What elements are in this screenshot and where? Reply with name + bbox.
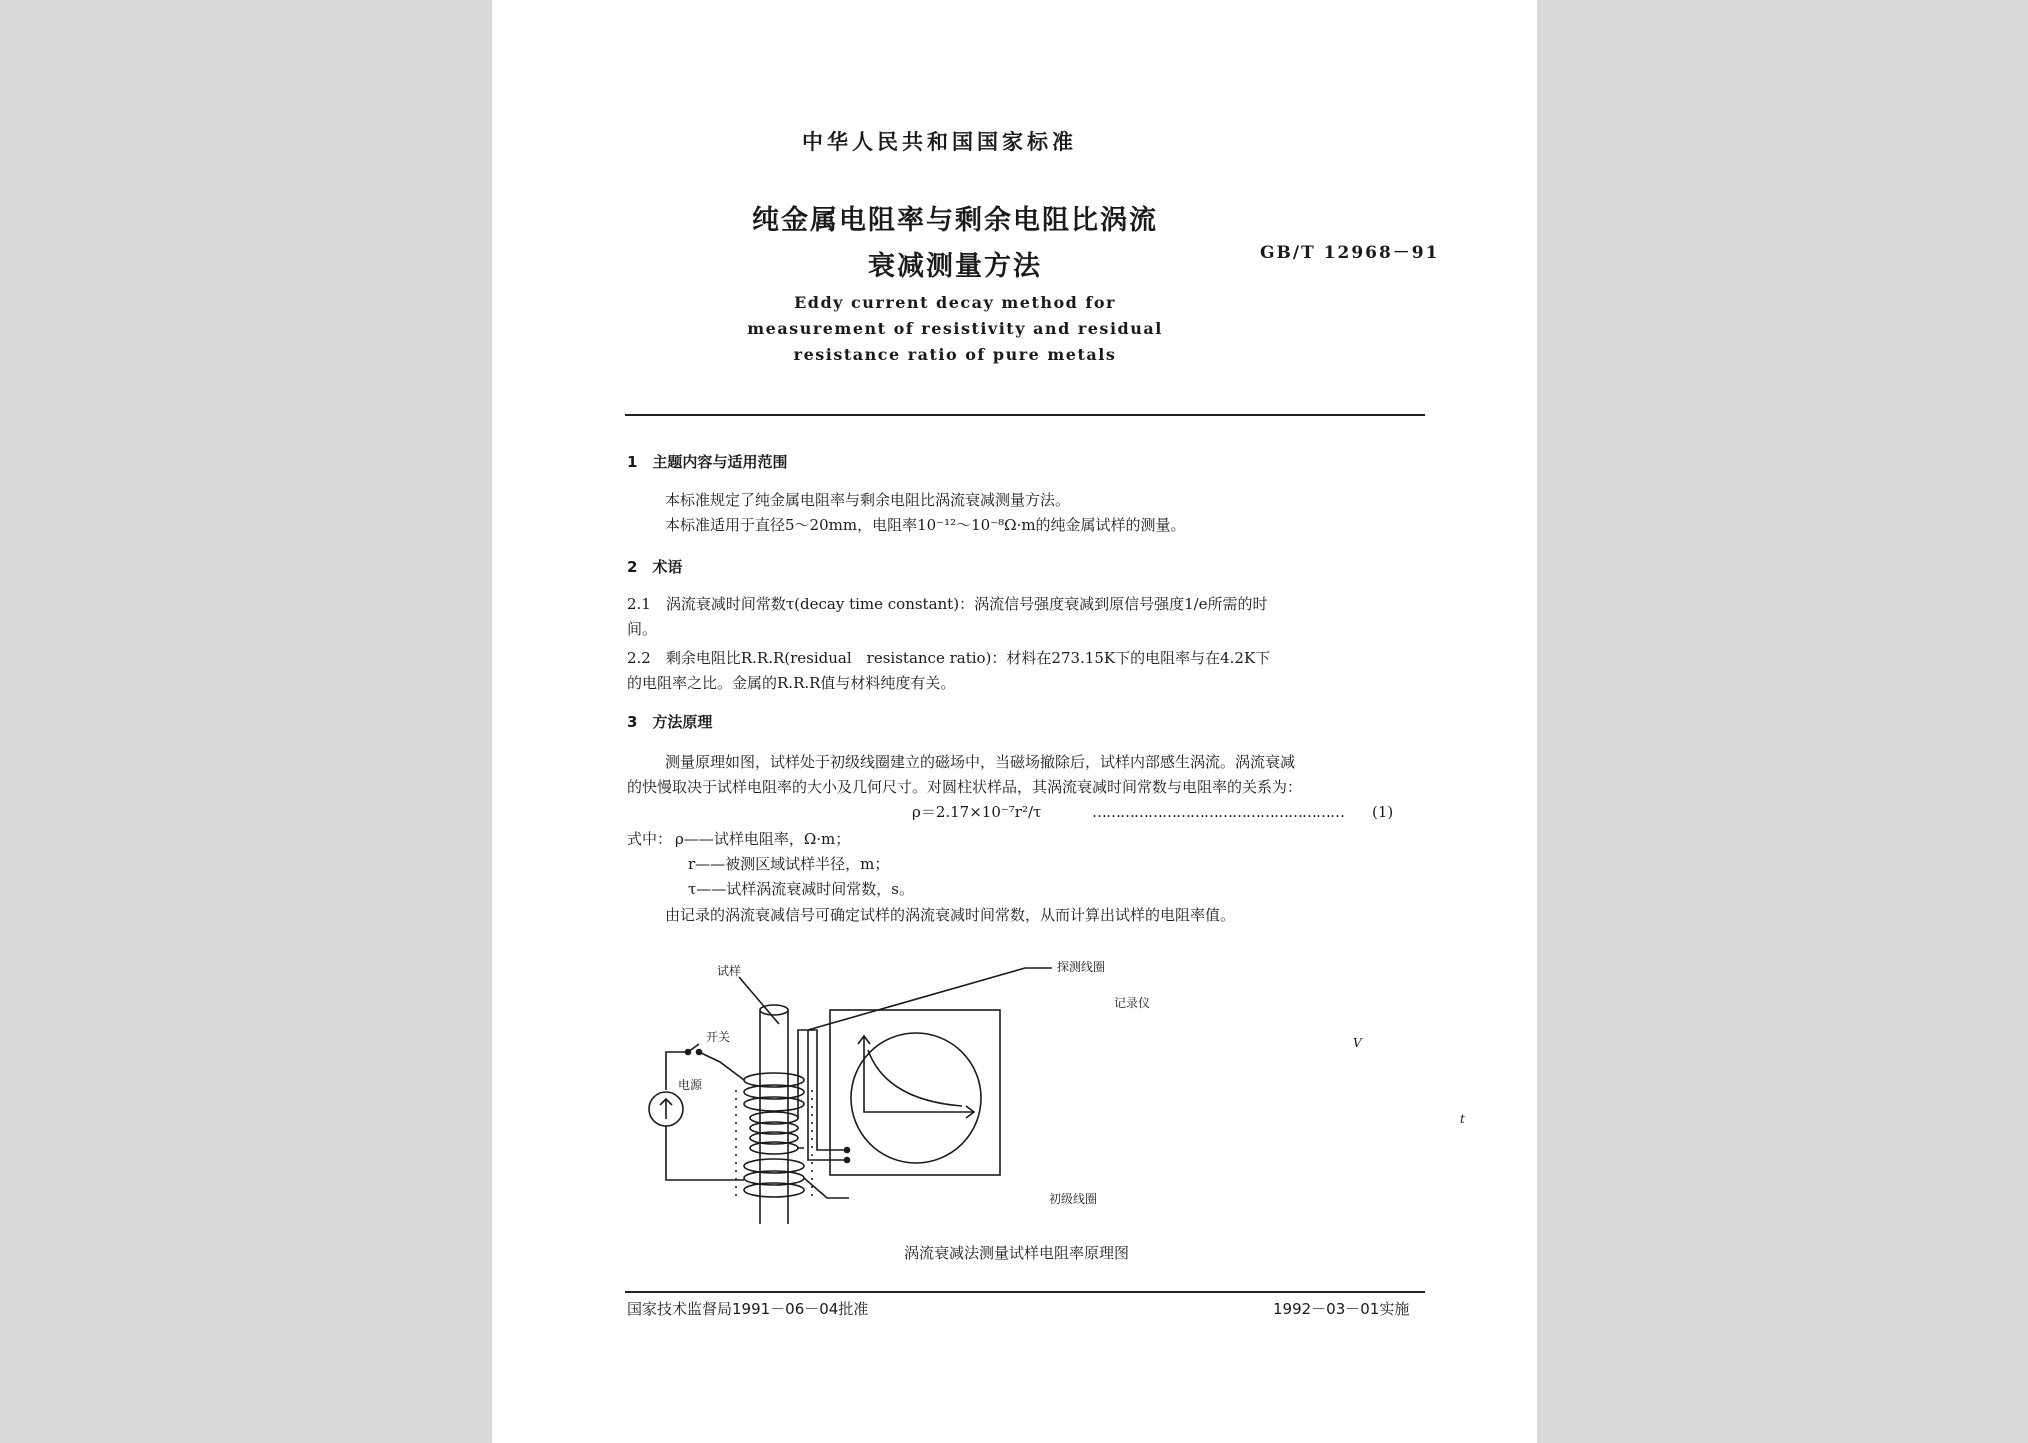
probe-coil-windings: [750, 1112, 798, 1154]
probe-coil-leader: [808, 968, 1052, 1030]
label-recorder: 记录仪: [1114, 996, 1151, 1010]
definition-2-1-line2: 间。: [627, 620, 658, 638]
definition-2-1-line1: 2.1 涡流衰减时间常数τ(decay time constant)：涡流信号强度衰减到原信号强度1/e所需的时: [627, 595, 1268, 613]
formula-leader-dots: ………………………………………………: [1092, 803, 1344, 821]
formula-number: (1): [1372, 803, 1394, 821]
primary-coil-upper: [744, 1073, 804, 1111]
title-en-line1: Eddy current decay method for: [794, 293, 1116, 312]
label-primary-coil: 初级线圈: [1049, 1192, 1098, 1206]
measurement-principle-figure: [492, 0, 1537, 1443]
title-cn-line1: 纯金属电阻率与剩余电阻比涡流: [752, 205, 1158, 236]
label-sample: 试样: [717, 964, 742, 978]
definition-2-2-line1: 2.2 剩余电阻比R.R.R(residual resistance ratio)：材料在273.15K下的电阻率与在4.2K下: [627, 649, 1271, 667]
label-switch: 开关: [706, 1030, 731, 1044]
probe-lead-2: [798, 1030, 847, 1160]
formula-1: ρ＝2.17×10⁻⁷r²/τ: [912, 803, 1042, 821]
section3-p1-line2: 的快慢取决于试样电阻率的大小及几何尺寸。对圆柱状样品，其涡流衰减时间常数与电阻率的关系为：: [627, 778, 1303, 796]
label-probe-coil: 探测线圈: [1057, 960, 1106, 974]
figure-caption: 涡流衰减法测量试样电阻率原理图: [904, 1244, 1130, 1262]
standard-type: 中华人民共和国国家标准: [802, 130, 1077, 154]
where-prefix: 式中：: [627, 830, 673, 848]
section2-heading: 2 术语: [627, 558, 683, 576]
section3-p1-line1: 测量原理如图，试样处于初级线圈建立的磁场中，当磁场撤除后，试样内部感生涡流。涡流衰减: [665, 753, 1296, 771]
recorder-screen: [851, 1033, 981, 1163]
section1-p2: 本标准适用于直径5～20mm，电阻率10⁻¹²～10⁻⁸Ω·m的纯金属试样的测量。: [665, 516, 1186, 534]
primary-coil-lower: [744, 1159, 804, 1197]
terminal-2: [845, 1158, 850, 1163]
title-en-line2: measurement of resistivity and residual: [747, 319, 1163, 338]
title-en-line3: resistance ratio of pure metals: [793, 345, 1117, 364]
recorder-box: [830, 1010, 1000, 1175]
footer-rule: [625, 1291, 1425, 1293]
probe-lead-1: [798, 1030, 847, 1150]
circuit-bottom-wire: [666, 1126, 744, 1180]
axis-label-t: t: [1460, 1112, 1465, 1126]
axis-label-v: V: [1353, 1036, 1362, 1050]
where-r: r——被测区域试样半径，m；: [688, 855, 890, 873]
effective-date: 1992－03－01实施: [1273, 1300, 1410, 1318]
power-arrow: [660, 1099, 672, 1119]
section3-heading: 3 方法原理: [627, 713, 713, 731]
title-cn-line2: 衰减测量方法: [868, 251, 1042, 282]
switch-contact-left: [686, 1050, 691, 1055]
switch-contact-right: [697, 1050, 702, 1055]
document-page: [492, 0, 1537, 1443]
section3-p2: 由记录的涡流衰减信号可确定试样的涡流衰减时间常数，从而计算出试样的电阻率值。: [665, 906, 1236, 924]
label-power: 电源: [678, 1078, 703, 1092]
section1-p1: 本标准规定了纯金属电阻率与剩余电阻比涡流衰减测量方法。: [665, 491, 1071, 509]
decay-curve: [868, 1050, 962, 1106]
standard-number: GB/T 12968－91: [1260, 243, 1440, 263]
section1-heading: 1 主题内容与适用范围: [627, 453, 788, 471]
terminal-1: [845, 1148, 850, 1153]
where-rho: ρ——试样电阻率，Ω·m；: [675, 830, 851, 848]
primary-coil-leader: [804, 1178, 849, 1198]
definition-2-2-line2: 的电阻率之比。金属的R.R.R值与材料纯度有关。: [627, 674, 956, 692]
where-tau: τ——试样涡流衰减时间常数，s。: [688, 880, 914, 898]
sample-leader: [739, 977, 779, 1024]
approval-date: 国家技术监督局1991－06－04批准: [627, 1300, 869, 1318]
